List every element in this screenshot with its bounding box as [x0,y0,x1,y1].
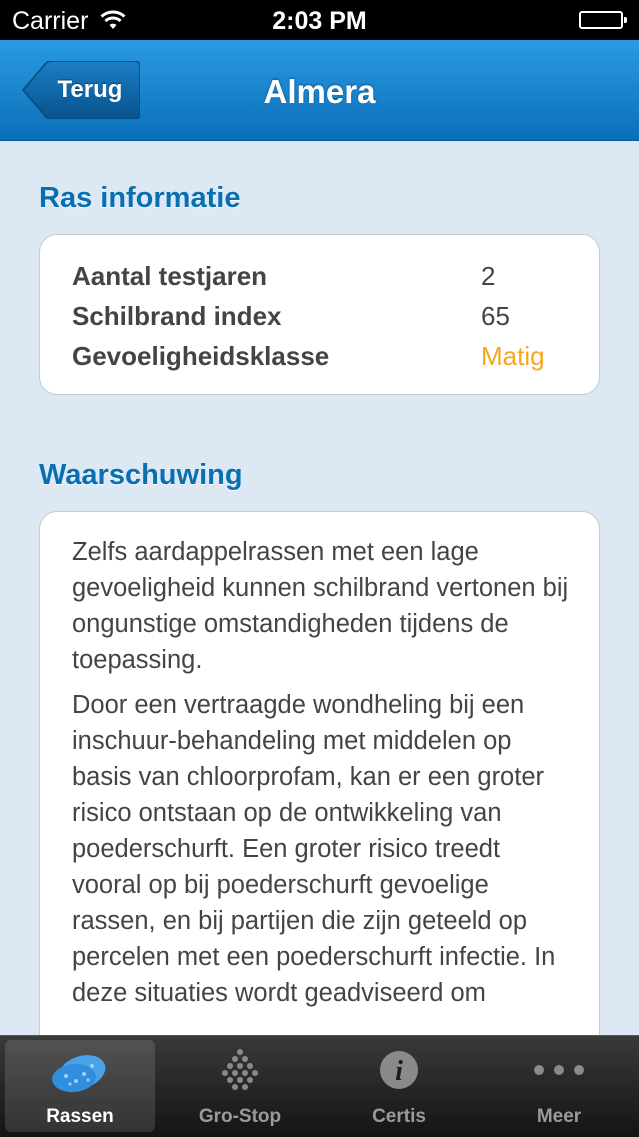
tab-rassen[interactable] [5,1040,155,1132]
status-bar [0,0,639,40]
info-value: 2 [481,261,496,291]
info-label: Gevoeligheidsklasse [72,341,330,371]
warning-text [72,534,573,1020]
info-label: Aantal testjaren [72,261,268,291]
tab-label: Meer [536,1106,582,1127]
status-time: 2:03 PM [272,7,367,35]
ras-info-card [39,234,600,395]
tab-certis[interactable] [324,1040,474,1132]
warning-paragraph: Zelfs aardappelrassen met een lage gevoeligheid kunnen schilbrand vertonen bij ongunstige omstandigheden tijdens de toepassing. [72,538,569,674]
tab-label: Certis [372,1106,426,1127]
tab-gro-stop[interactable] [165,1040,315,1132]
info-row-testjaren [72,261,579,301]
battery-icon [579,11,623,29]
info-label: Schilbrand index [72,301,282,331]
tab-meer[interactable] [484,1040,634,1132]
info-value: 65 [481,301,510,331]
warning-heading: Waarschuwing [39,459,243,491]
carrier-label: Carrier [12,7,89,35]
back-button-label: Terug [57,76,123,103]
pyramid-icon [165,1048,315,1096]
page-title: Almera [263,73,376,110]
ras-info-heading: Ras informatie [39,182,241,214]
tab-label: Gro-Stop [198,1106,282,1127]
warning-paragraph: Door een vertraagde wondheling bij een inschuur-behandeling met middelen op basis van chloorprofam, kan er een groter risico ontstaan op de ontwikkeling van poederschurft. Een groter risico treedt vooral op bij poederschurft gevoelige rassen, en bij partijen die zijn geteeld op percelen met een poederschurft infectie. In deze situaties wordt geadviseerd om [72,691,556,1007]
sensitivity-value: Matig [481,341,545,371]
tab-bar [0,1035,639,1137]
warning-card [39,511,600,1071]
more-icon [484,1048,634,1096]
info-row-schilbrand-index [72,301,579,341]
info-icon [324,1048,474,1096]
potato-icon [5,1048,155,1096]
tab-label: Rassen [46,1106,114,1127]
svg-text:i: i [395,1056,403,1087]
info-row-gevoeligheidsklasse [72,341,579,381]
